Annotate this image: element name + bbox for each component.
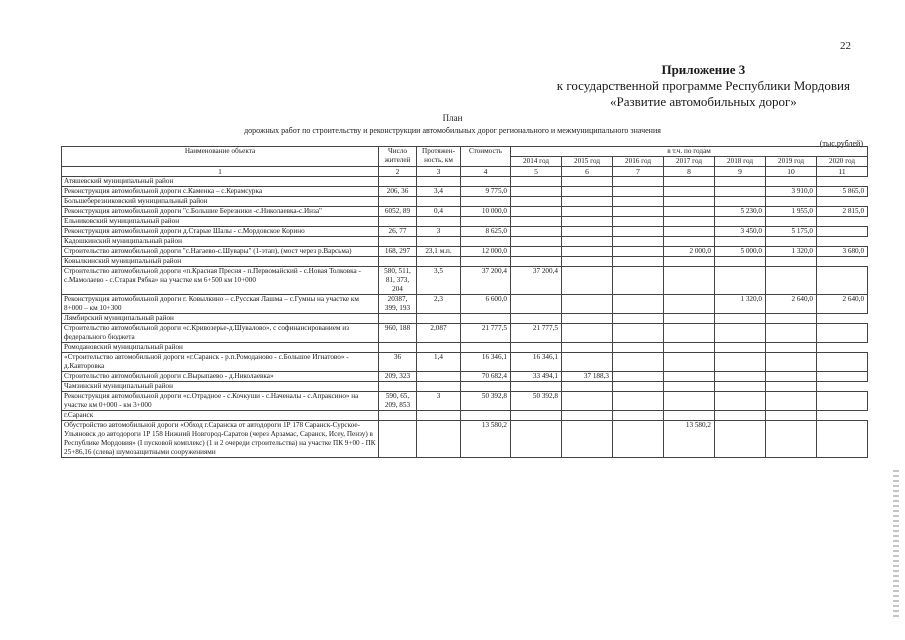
year-value-cell [664, 267, 715, 295]
year-value-cell [613, 372, 664, 382]
length-cell: 3,5 [417, 267, 461, 295]
cost-cell: 13 580,2 [461, 421, 511, 458]
district-row [62, 343, 868, 353]
empty-cell [817, 411, 868, 421]
empty-cell [417, 382, 461, 392]
year-value-cell: 37 200,4 [511, 267, 562, 295]
year-value-cell: 5 230,0 [715, 207, 766, 217]
empty-cell [511, 314, 562, 324]
header-year: 2014 год [511, 157, 562, 167]
cost-cell: 70 682,4 [461, 372, 511, 382]
column-index-cell: 9 [715, 167, 766, 177]
district-row [62, 197, 868, 207]
empty-cell [715, 343, 766, 353]
empty-cell [613, 177, 664, 187]
empty-cell [766, 217, 817, 227]
empty-cell [461, 343, 511, 353]
year-value-cell: 5 000,0 [715, 247, 766, 257]
object-name: Реконструкция автомобильной дороги с.Каменка – с.Керамсурка [62, 187, 379, 197]
column-index-cell: 6 [562, 167, 613, 177]
table-body [62, 167, 868, 458]
cost-cell: 12 000,0 [461, 247, 511, 257]
empty-cell [562, 237, 613, 247]
empty-cell [664, 343, 715, 353]
empty-cell [817, 382, 868, 392]
year-value-cell: 3 910,0 [766, 187, 817, 197]
empty-cell [562, 343, 613, 353]
empty-cell [379, 382, 417, 392]
cost-cell: 10 000,0 [461, 207, 511, 217]
plan-subtitle: дорожных работ по строительству и реконструкции автомобильных дорог регионального и межмуниципального значения [244, 126, 661, 135]
object-name: «Строительство автомобильной дороги «г.Саранск - р.п.Ромоданово - с.Большое Игнатово» - д.Кавторовка [62, 353, 379, 372]
year-value-cell [715, 187, 766, 197]
year-value-cell [817, 324, 868, 343]
district-name: Ковылкинский муниципальный район [62, 257, 379, 267]
table-header [62, 147, 868, 167]
year-value-cell: 50 392,8 [511, 392, 562, 411]
district-name: Кадошкинский муниципальный район [62, 237, 379, 247]
year-value-cell [562, 247, 613, 257]
empty-cell [417, 411, 461, 421]
empty-cell [562, 382, 613, 392]
empty-cell [379, 343, 417, 353]
column-index-cell: 4 [461, 167, 511, 177]
population-cell: 168, 297 [379, 247, 417, 257]
year-value-cell: 37 188,3 [562, 372, 613, 382]
empty-cell [664, 257, 715, 267]
header-year: 2018 год [715, 157, 766, 167]
year-value-cell [511, 295, 562, 314]
empty-cell [613, 237, 664, 247]
header-population: Число жителей [379, 147, 417, 167]
district-row [62, 411, 868, 421]
empty-cell [613, 343, 664, 353]
empty-cell [461, 382, 511, 392]
district-name: Чамзинский муниципальный район [62, 382, 379, 392]
empty-cell [511, 343, 562, 353]
year-value-cell: 2 815,0 [817, 207, 868, 217]
population-cell: 580, 511, 81, 373, 204 [379, 267, 417, 295]
empty-cell [562, 314, 613, 324]
year-value-cell [715, 324, 766, 343]
appendix-heading [557, 62, 850, 110]
year-value-cell [664, 392, 715, 411]
year-value-cell [766, 267, 817, 295]
year-value-cell [715, 353, 766, 372]
empty-cell [417, 343, 461, 353]
empty-cell [379, 197, 417, 207]
road-works-table [61, 146, 868, 458]
table-row [62, 421, 868, 458]
year-value-cell [664, 207, 715, 217]
year-value-cell: 16 346,1 [511, 353, 562, 372]
header-year: 2020 год [817, 157, 868, 167]
district-row [62, 237, 868, 247]
year-value-cell [817, 372, 868, 382]
year-value-cell [664, 227, 715, 237]
year-value-cell: 2 000,0 [664, 247, 715, 257]
empty-cell [664, 237, 715, 247]
column-index-cell: 7 [613, 167, 664, 177]
object-name: Строительство автомобильной дороги "с.Нагаево-с.Шувары" (1-этап), (мост через р.Варсьма) [62, 247, 379, 257]
empty-cell [664, 314, 715, 324]
year-value-cell [766, 353, 817, 372]
population-cell: 6052, 89 [379, 207, 417, 217]
empty-cell [715, 177, 766, 187]
header-name: Наименование объекта [62, 147, 379, 167]
empty-cell [766, 197, 817, 207]
empty-cell [766, 382, 817, 392]
empty-cell [715, 314, 766, 324]
empty-cell [715, 237, 766, 247]
year-value-cell [613, 392, 664, 411]
length-cell: 3,4 [417, 187, 461, 197]
header-year: 2015 год [562, 157, 613, 167]
year-value-cell [613, 353, 664, 372]
year-value-cell [613, 295, 664, 314]
object-name: Реконструкция автомобильной дороги д.Старые Шалы - с.Мордовское Корино [62, 227, 379, 237]
year-value-cell: 2 640,0 [766, 295, 817, 314]
length-cell: 1,4 [417, 353, 461, 372]
column-index-cell: 1 [62, 167, 379, 177]
length-cell: 23,1 м.п. [417, 247, 461, 257]
year-value-cell [562, 353, 613, 372]
empty-cell [562, 177, 613, 187]
empty-cell [817, 177, 868, 187]
empty-cell [664, 411, 715, 421]
empty-cell [715, 257, 766, 267]
year-value-cell [613, 247, 664, 257]
empty-cell [461, 237, 511, 247]
table-row [62, 295, 868, 314]
year-value-cell [664, 187, 715, 197]
column-index-cell: 2 [379, 167, 417, 177]
empty-cell [461, 197, 511, 207]
table-row [62, 247, 868, 257]
district-name: Ельниковский муниципальный район [62, 217, 379, 227]
margin-stamp-mark [893, 470, 899, 620]
empty-cell [766, 411, 817, 421]
year-value-cell [817, 421, 868, 458]
district-row [62, 257, 868, 267]
year-value-cell [715, 392, 766, 411]
cost-cell: 8 625,0 [461, 227, 511, 237]
district-row [62, 382, 868, 392]
district-name: Лямбирский муниципальный район [62, 314, 379, 324]
empty-cell [613, 257, 664, 267]
year-value-cell [715, 372, 766, 382]
column-index-cell: 10 [766, 167, 817, 177]
empty-cell [613, 314, 664, 324]
empty-cell [562, 257, 613, 267]
empty-cell [511, 382, 562, 392]
year-value-cell [817, 227, 868, 237]
column-index-cell: 11 [817, 167, 868, 177]
empty-cell [379, 217, 417, 227]
year-value-cell [664, 372, 715, 382]
year-value-cell [613, 207, 664, 217]
year-value-cell [562, 421, 613, 458]
header-by-years: в т.ч. по годам [511, 147, 868, 157]
table-row [62, 227, 868, 237]
empty-cell [461, 177, 511, 187]
population-cell: 960, 188 [379, 324, 417, 343]
length-cell: 3 [417, 392, 461, 411]
empty-cell [511, 177, 562, 187]
table-row [62, 207, 868, 217]
year-value-cell [613, 227, 664, 237]
object-name: Реконструкция автомобильной дороги «с.Отрадное - с.Кочкуши - с.Наченалы - с.Апраксино» на участке км 0+000 - км 3+000 [62, 392, 379, 411]
empty-cell [461, 257, 511, 267]
empty-cell [511, 257, 562, 267]
empty-cell [715, 217, 766, 227]
length-cell [417, 372, 461, 382]
header-year: 2016 год [613, 157, 664, 167]
district-row [62, 217, 868, 227]
cost-cell: 6 600,0 [461, 295, 511, 314]
header-length: Протяжен-ность, км [417, 147, 461, 167]
year-value-cell [613, 324, 664, 343]
length-cell: 3 [417, 227, 461, 237]
empty-cell [379, 237, 417, 247]
column-index-cell: 3 [417, 167, 461, 177]
year-value-cell [511, 421, 562, 458]
year-value-cell [715, 421, 766, 458]
district-name: Атяшевский муниципальный район [62, 177, 379, 187]
object-name: Строительство автомобильной дороги «п.Красная Пресня - п.Первомайский - с.Новая Толковка - с.Мамолаево - с.Старая Рябка» на участке км 6+500 км 10+000 [62, 267, 379, 295]
empty-cell [562, 197, 613, 207]
column-index-cell: 8 [664, 167, 715, 177]
year-value-cell: 13 580,2 [664, 421, 715, 458]
empty-cell [766, 314, 817, 324]
empty-cell [379, 257, 417, 267]
empty-cell [511, 197, 562, 207]
empty-cell [417, 177, 461, 187]
year-value-cell: 5 175,0 [766, 227, 817, 237]
year-value-cell [562, 392, 613, 411]
empty-cell [613, 217, 664, 227]
length-cell: 2,3 [417, 295, 461, 314]
empty-cell [664, 217, 715, 227]
empty-cell [379, 177, 417, 187]
year-value-cell [562, 187, 613, 197]
year-value-cell [511, 227, 562, 237]
year-value-cell [562, 295, 613, 314]
population-cell: 36 [379, 353, 417, 372]
units-label: (тыс.рублей) [819, 139, 863, 148]
year-value-cell [766, 372, 817, 382]
empty-cell [511, 237, 562, 247]
empty-cell [461, 411, 511, 421]
table-row [62, 353, 868, 372]
empty-cell [613, 197, 664, 207]
header-year: 2017 год [664, 157, 715, 167]
empty-cell [817, 314, 868, 324]
empty-cell [664, 177, 715, 187]
year-value-cell [766, 392, 817, 411]
plan-title: План [442, 113, 463, 123]
object-name: Строительство автомобильной дороги с.Вырыпаево - д.Николаевка» [62, 372, 379, 382]
object-name: Обустройство автомобильной дороги «Обход г.Саранска от автодороги 1Р 178 Саранск-Сурское-Ульяновск до автодороги 1Р 158 Нижний Новгород-Саратов (через Арзамас, Саранск, Исеу, Пензу) в Республике Мордовия» (I пусковой комплекс) (1 и 2 очереди строительства) на участке ПК 9+00 - ПК 25+86,16 (слева) шумозащитными сооружениями [62, 421, 379, 458]
year-value-cell [562, 227, 613, 237]
year-value-cell: 3 450,0 [715, 227, 766, 237]
cost-cell: 37 200,4 [461, 267, 511, 295]
cost-cell: 21 777,5 [461, 324, 511, 343]
year-value-cell [511, 187, 562, 197]
year-value-cell [613, 187, 664, 197]
table-row [62, 372, 868, 382]
empty-cell [715, 411, 766, 421]
population-cell: 209, 323 [379, 372, 417, 382]
empty-cell [613, 382, 664, 392]
year-value-cell [715, 267, 766, 295]
year-value-cell [817, 353, 868, 372]
population-cell: 26, 77 [379, 227, 417, 237]
year-value-cell [664, 295, 715, 314]
object-name: Реконструкция автомобильной дороги "с.Большие Березники -с.Николаевка-с.Инза" [62, 207, 379, 217]
empty-cell [766, 343, 817, 353]
district-name: Ромодановский муниципальный район [62, 343, 379, 353]
empty-cell [817, 343, 868, 353]
year-value-cell [664, 353, 715, 372]
page-number: 22 [840, 40, 851, 52]
district-name: Большеберезниковский муниципальный район [62, 197, 379, 207]
year-value-cell [613, 421, 664, 458]
year-value-cell [817, 267, 868, 295]
empty-cell [461, 217, 511, 227]
empty-cell [664, 197, 715, 207]
population-cell: 20387, 399, 193 [379, 295, 417, 314]
district-row [62, 314, 868, 324]
empty-cell [817, 197, 868, 207]
district-row [62, 177, 868, 187]
table-row [62, 392, 868, 411]
empty-cell [461, 314, 511, 324]
empty-cell [417, 314, 461, 324]
appendix-title: Приложение 3 [661, 62, 746, 77]
year-value-cell: 1 320,0 [766, 247, 817, 257]
table-row [62, 187, 868, 197]
object-name: Строительство автомобильной дороги «с.Кривозерье-д.Шувалово», с софинансированием из федерального бюджета [62, 324, 379, 343]
year-value-cell [766, 324, 817, 343]
header-year: 2019 год [766, 157, 817, 167]
year-value-cell [562, 267, 613, 295]
empty-cell [817, 217, 868, 227]
empty-cell [817, 257, 868, 267]
year-value-cell: 21 777,5 [511, 324, 562, 343]
length-cell: 0,4 [417, 207, 461, 217]
empty-cell [417, 257, 461, 267]
appendix-program: к государственной программе Республики Мордовия [556, 78, 850, 93]
population-cell: 590, 65, 209, 853 [379, 392, 417, 411]
population-cell [379, 421, 417, 458]
cost-cell: 50 392,8 [461, 392, 511, 411]
empty-cell [417, 237, 461, 247]
empty-cell [715, 197, 766, 207]
cost-cell: 9 775,0 [461, 187, 511, 197]
year-value-cell [511, 207, 562, 217]
year-value-cell [562, 207, 613, 217]
year-value-cell: 5 865,0 [817, 187, 868, 197]
empty-cell [379, 411, 417, 421]
year-value-cell [562, 324, 613, 343]
length-cell [417, 421, 461, 458]
population-cell: 206, 36 [379, 187, 417, 197]
column-index-cell: 5 [511, 167, 562, 177]
empty-cell [511, 411, 562, 421]
table-row [62, 324, 868, 343]
year-value-cell: 1 955,0 [766, 207, 817, 217]
empty-cell [562, 411, 613, 421]
year-value-cell: 33 494,1 [511, 372, 562, 382]
empty-cell [379, 314, 417, 324]
year-value-cell: 2 640,0 [817, 295, 868, 314]
empty-cell [417, 217, 461, 227]
year-value-cell: 3 680,0 [817, 247, 868, 257]
table-row [62, 267, 868, 295]
length-cell: 2,087 [417, 324, 461, 343]
header-cost: Стоимость [461, 147, 511, 167]
column-index-row [62, 167, 868, 177]
empty-cell [766, 257, 817, 267]
year-value-cell [613, 267, 664, 295]
empty-cell [715, 382, 766, 392]
cost-cell: 16 346,1 [461, 353, 511, 372]
appendix-program-name: «Развитие автомобильных дорог» [609, 94, 797, 109]
empty-cell [562, 217, 613, 227]
empty-cell [664, 382, 715, 392]
empty-cell [766, 177, 817, 187]
empty-cell [766, 237, 817, 247]
object-name: Реконструкция автомобильной дороги г. Ковылкино – с.Русская Лашма – с.Гумны на участке км 8+000 – км 10+300 [62, 295, 379, 314]
empty-cell [511, 217, 562, 227]
district-name: г.Саранск [62, 411, 379, 421]
year-value-cell [511, 247, 562, 257]
year-value-cell [664, 324, 715, 343]
year-value-cell [817, 392, 868, 411]
empty-cell [817, 237, 868, 247]
empty-cell [613, 411, 664, 421]
year-value-cell [766, 421, 817, 458]
empty-cell [417, 197, 461, 207]
year-value-cell: 1 320,0 [715, 295, 766, 314]
